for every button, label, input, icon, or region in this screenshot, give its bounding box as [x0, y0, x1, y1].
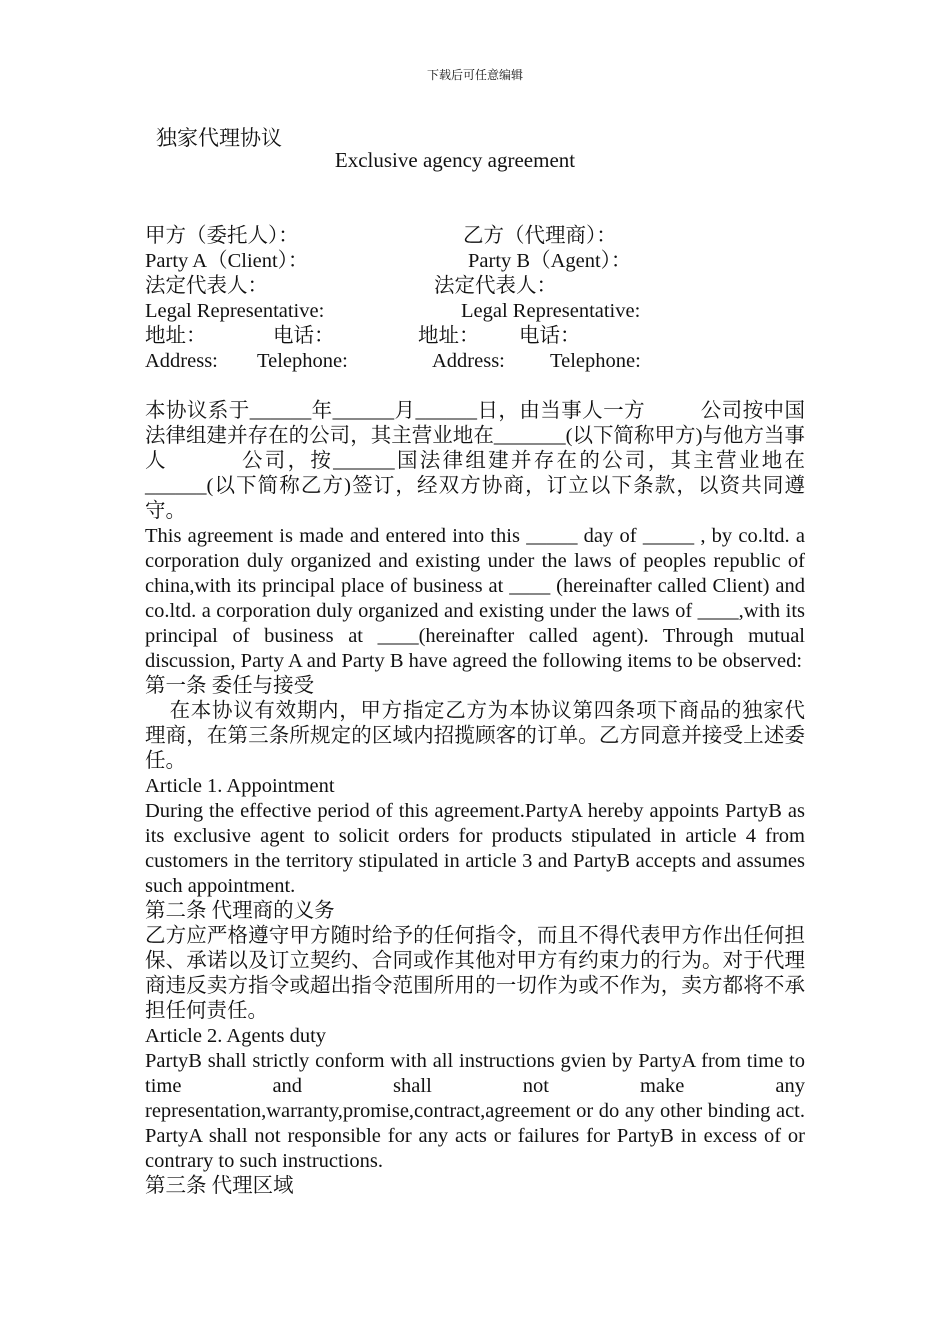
tel-b-label-cn: 电话：: [519, 325, 581, 347]
preamble-english: This agreement is made and entered into this _____ day of _____ , by co.ltd. a corporation duly organized and existing under the laws of peoples republic of china,with its principal place of business at ____ (hereinafter called Client) and co.ltd. a corporation duly organized and existing under the laws of ____,with its principal of business at ____(hereinafter called agent). Through mutual discussion, Party A and Party B have agreed the following items to be observed:: [145, 525, 846, 672]
tel-a-label-cn: 电话：: [273, 325, 335, 347]
article2-body-en: PartyB shall strictly conform with all instructions gvien by PartyA from time to time and shall not make any representation,warranty,promise,contract,agreement or do any other binding act. PartyA shall not responsible for any acts or failures for PartyB in excess of or contrary to such instructions.: [145, 1050, 805, 1172]
tel-b-label-en: Telephone:: [550, 350, 641, 372]
article1-body-en: During the effective period of this agreement.PartyA hereby appoints PartyB as its exclusive agent to solicit orders for products stipulated in article 4 from customers in the territory stipulated in article 3 and PartyB accepts and assumes such appointment.: [145, 800, 805, 897]
party-a-label-en: Party A（Client）：: [145, 250, 309, 272]
party-a-label-cn: 甲方（委托人）：: [145, 225, 299, 247]
document-body: [145, 224, 846, 1199]
rep-a-label-cn: 法定代表人：: [145, 275, 268, 297]
title-chinese: 独家代理协议: [156, 126, 282, 150]
addr-b-label-en: Address:: [432, 350, 505, 372]
article3-heading-cn: 第三条 代理区域: [145, 1175, 294, 1197]
party-row-en: [145, 249, 805, 274]
title-english: Exclusive agency agreement: [334, 148, 576, 172]
address-row-cn: [145, 324, 805, 349]
article1-heading-cn: 第一条 委任与接受: [145, 675, 315, 697]
rep-row-en: [145, 299, 805, 324]
rep-row-cn: [145, 274, 805, 299]
preamble-chinese: 本协议系于______年______月______日，由当事人一方 公司按中国法律组建并存在的公司，其主营业地在_______(以下简称甲方)与他方当事人 公司，按______国法律组建并存在的公司，其主营业地在______(以下简称乙方)签订，经双方协商，订立以下条款，以资共同遵守。: [145, 400, 805, 522]
rep-b-label-cn: 法定代表人：: [434, 275, 557, 297]
addr-b-label-cn: 地址：: [418, 325, 480, 347]
party-b-label-en: Party B（Agent）：: [468, 250, 632, 272]
rep-a-label-en: Legal Representative:: [145, 300, 325, 322]
address-row-en: [145, 349, 805, 374]
article1-body-cn: 在本协议有效期内，甲方指定乙方为本协议第四条项下商品的独家代理商，在第三条所规定的区域内招揽顾客的订单。乙方同意并接受上述委任。: [145, 700, 805, 772]
article1-heading-en: Article 1. Appointment: [145, 775, 335, 797]
rep-b-label-en: Legal Representative:: [461, 300, 641, 322]
addr-a-label-cn: 地址：: [145, 325, 207, 347]
addr-a-label-en: Address:: [145, 350, 218, 372]
header-note: 下载后可任意编辑: [426, 68, 523, 82]
article2-heading-en: Article 2. Agents duty: [145, 1025, 327, 1047]
article2-heading-cn: 第二条 代理商的义务: [145, 900, 335, 922]
article2-body-cn: 乙方应严格遵守甲方随时给予的任何指令，而且不得代表甲方作出任何担保、承诺以及订立契约、合同或作其他对甲方有约束力的行为。对于代理商违反卖方指令或超出指令范围所用的一切作为或不作为，卖方都将不承担任何责任。: [145, 925, 805, 1022]
tel-a-label-en: Telephone:: [257, 350, 348, 372]
party-row-cn: [145, 224, 805, 249]
party-b-label-cn: 乙方（代理商）：: [463, 225, 617, 247]
